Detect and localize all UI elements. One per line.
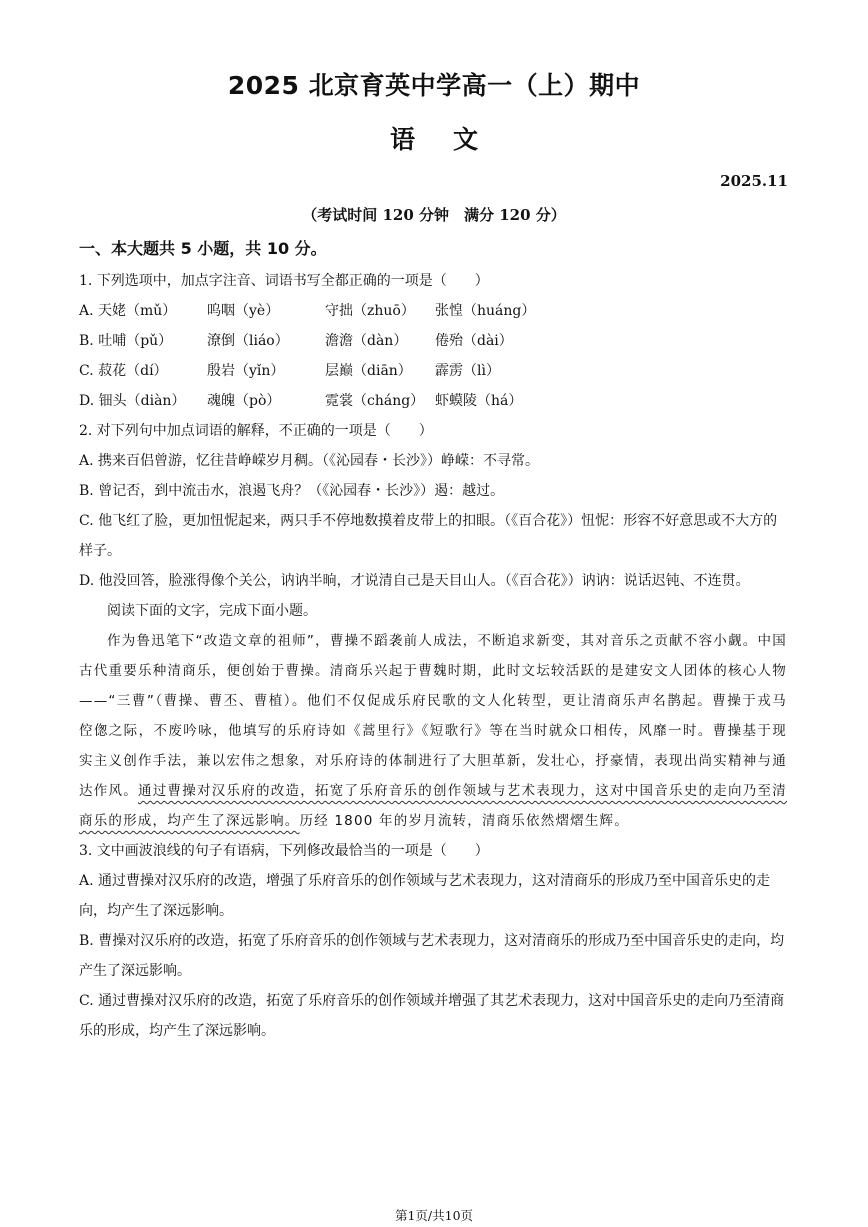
- option-term: 守拙（zhuō）: [325, 303, 415, 319]
- question-1-option-d: [79, 386, 787, 416]
- option-term: D. 钿头（diàn）: [79, 393, 186, 409]
- page-number: 第1页/共10页: [394, 1208, 474, 1223]
- section-heading: 一、本大题共 5 小题，共 10 分。: [79, 239, 327, 258]
- option-term: 张惶（huáng）: [435, 303, 536, 319]
- exam-info: （考试时间 120 分钟 满分 120 分）: [302, 206, 566, 224]
- question-3-option-c: C. 通过曹操对汉乐府的改造，拓宽了乐府音乐的创作领域并增强了其艺术表现力，这对中国音乐史的走向乃至清商乐的形成，均产生了深远影响。: [79, 993, 785, 1039]
- question-3-option-b: B. 曹操对汉乐府的改造，拓宽了乐府音乐的创作领域与艺术表现力，这对清商乐的形成乃至中国音乐史的走向，均产生了深远影响。: [79, 933, 785, 979]
- option-term: A. 天姥（mǔ）: [79, 303, 177, 319]
- option-term: 倦殆（dài）: [435, 333, 513, 349]
- question-2-option-d: D. 他没回答，脸涨得像个关公，讷讷半晌，才说清自己是天目山人。（《百合花》）讷讷：说话迟钝、不连贯。: [79, 573, 750, 589]
- option-term: 殷岩（yǐn）: [207, 363, 285, 379]
- exam-title: 2025 北京育英中学高一（上）期中: [227, 71, 641, 100]
- option-term: 霓裳（cháng）: [325, 393, 425, 409]
- question-1-stem: 1. 下列选项中，加点字注音、词语书写全都正确的一项是（ ）: [79, 273, 489, 289]
- option-term: 霹雳（lì）: [435, 363, 500, 379]
- question-1-option-b: [79, 326, 787, 356]
- question-2-stem: 2. 对下列句中加点词语的解释，不正确的一项是（ ）: [79, 423, 433, 439]
- reading-intro: 阅读下面的文字，完成下面小题。: [107, 603, 317, 619]
- wavy-underlined-sentence: 通过曹操对汉乐府的改造，拓宽了乐府音乐的创作领域与艺术表现力，这对中国音乐史的走向乃至清商乐的形成，均产生了深远影响。: [79, 783, 787, 829]
- questions-body: [79, 266, 787, 1046]
- subject-title: 语文: [389, 125, 516, 154]
- reading-passage: [79, 626, 787, 836]
- option-term: 虾蟆陵（há）: [435, 393, 523, 409]
- question-3-option-a: A. 通过曹操对汉乐府的改造，增强了乐府音乐的创作领域与艺术表现力，这对清商乐的形成乃至中国音乐史的走向，均产生了深远影响。: [79, 873, 771, 919]
- option-term: 层巅（diān）: [325, 363, 412, 379]
- question-2-option-c: C. 他飞红了脸，更加忸怩起来，两只手不停地数摸着皮带上的扣眼。（《百合花》）忸怩：形容不好意思或不大方的样子。: [79, 513, 778, 559]
- exam-date: 2025.11: [720, 172, 788, 190]
- option-term: C. 菽花（dí）: [79, 363, 168, 379]
- passage-text: 作为鲁迅笔下“改造文章的祖师”，曹操不蹈袭前人成法，不断追求新变，其对音乐之贡献不容小觑。中国古代重要乐种清商乐，便创始于曹操。清商乐兴起于曹魏时期，此时文坛较活跃的是建安文人团体的核心人物——“三曹”（曹操、曹丕、曹植）。他们不仅促成乐府民歌的文人化转型，更让清商乐声名鹊起。曹操于戎马倥偬之际，不废吟咏，他填写的乐府诗如《蒿里行》《短歌行》等在当时就众口相传，风靡一时。曹操基于现实主义创作手法，兼以宏伟之想象，对乐府诗的体制进行了大胆革新，发壮心，抒豪情，表现出尚实精神与通达作风。: [79, 633, 787, 799]
- question-2-option-b: B. 曾记否，到中流击水，浪遏飞舟？（《沁园春・长沙》）遏：越过。: [79, 483, 505, 499]
- option-term: 魂魄（pò）: [207, 393, 281, 409]
- question-1-option-a: [79, 296, 787, 326]
- passage-text-end: 历经 1800 年的岁月流转，清商乐依然熠熠生辉。: [299, 813, 629, 829]
- question-2-option-a: A. 携来百侣曾游，忆往昔峥嵘岁月稠。（《沁园春・长沙》）峥嵘：不寻常。: [79, 453, 540, 469]
- option-term: 澹澹（dàn）: [325, 333, 408, 349]
- option-term: 呜咽（yè）: [207, 303, 280, 319]
- option-term: 潦倒（liáo）: [207, 333, 289, 349]
- question-1-option-c: [79, 356, 787, 386]
- question-3-stem: 3. 文中画波浪线的句子有语病，下列修改最恰当的一项是（ ）: [79, 843, 489, 859]
- option-term: B. 吐哺（pǔ）: [79, 333, 173, 349]
